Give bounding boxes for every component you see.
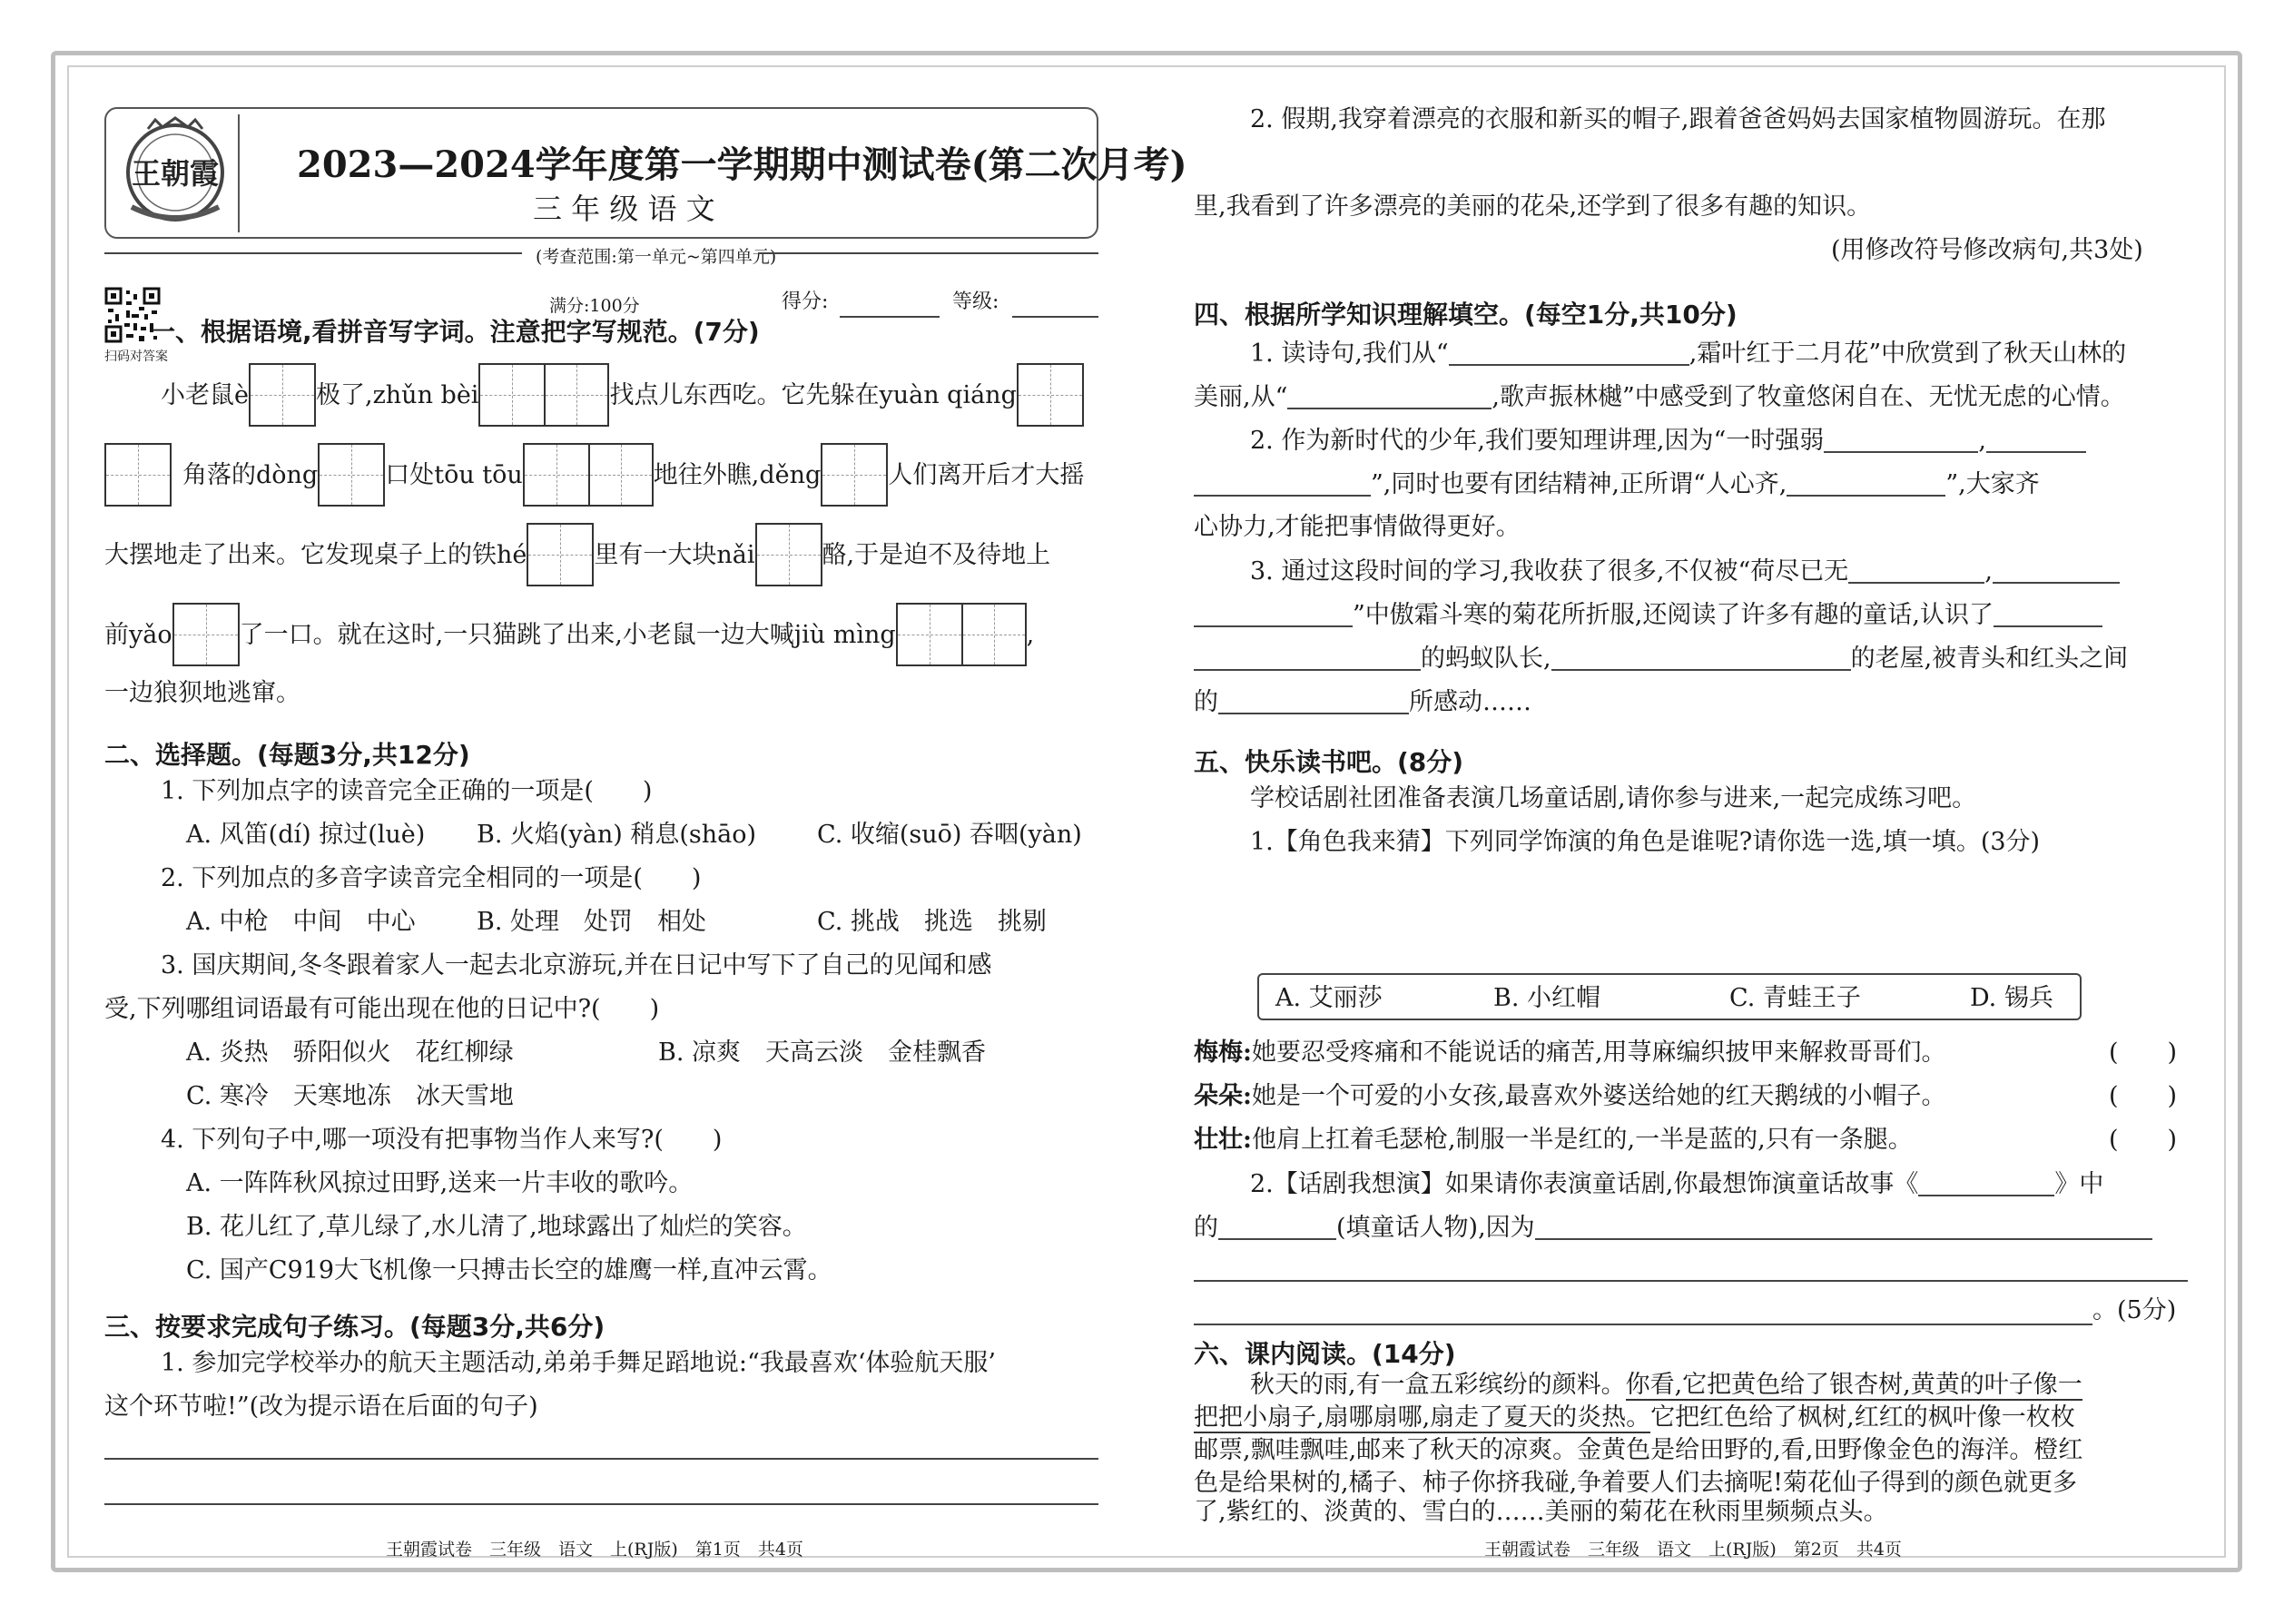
logo-text: 王朝霞	[131, 156, 220, 191]
s5-intro: 学校话剧社团准备表演几场童话剧,请你参与进来,一起完成练习吧。	[1250, 784, 1977, 812]
char-box-deng[interactable]	[821, 443, 888, 507]
s5-q2-row1	[1250, 1171, 2103, 1196]
exam-title: 2023—2024学年度第一学期期中测试卷(第二次月考)	[297, 143, 1187, 186]
s5-q2-row2	[1194, 1215, 2152, 1240]
s2-q2-option-b[interactable]: B. 处理 处罚 相处	[477, 908, 707, 936]
s1-text: 角落的dòng	[182, 460, 319, 489]
section-6-title: 六、课内阅读。(14分)	[1194, 1339, 1456, 1369]
s1-line-4	[104, 603, 1034, 666]
footer-page-1: 王朝霞试卷 三年级 语文 上(RJ版) 第1页 共4页	[386, 1540, 803, 1560]
s5-text: (填童话人物),因为	[1336, 1214, 1535, 1242]
s6-underlined-text: 你看,它把黄色给了银杏树,黄黄的叶子像一	[1625, 1371, 2082, 1399]
s3-q2-line2: 里,我看到了许多漂亮的美丽的花朵,还学到了很多有趣的知识。	[1194, 192, 1872, 221]
school-emblem-icon	[121, 116, 230, 231]
s1-text: 找点儿东西吃。它先躲在yuàn qiáng	[609, 380, 1017, 409]
student-name: 朵朵:	[1194, 1082, 1252, 1110]
full-score: 满分:100分	[549, 296, 640, 316]
page-2	[1194, 91, 2192, 1561]
s1-line-3	[104, 523, 1050, 586]
s5-text: 》中	[2054, 1170, 2104, 1198]
char-box-dong[interactable]	[318, 443, 385, 507]
s4-blank-11[interactable]	[1218, 689, 1409, 714]
s1-text: 里有一大块nǎi	[594, 540, 755, 569]
s4-q1-row2	[1194, 384, 2125, 409]
character-blank[interactable]	[1218, 1215, 1336, 1240]
s4-text: ,霜叶红于二月花”中欣赏到了秋天山林的	[1689, 340, 2127, 368]
s1-text: 前yǎo	[104, 620, 172, 649]
s6-para-line4: 色是给果树的,橘子、柿子你挤我碰,争着要人们去摘呢!菊花仙子得到的颜色就更多	[1194, 1469, 2078, 1497]
s4-text: ,	[1978, 427, 1986, 455]
student-name: 壮壮:	[1194, 1126, 1252, 1154]
char-box-he[interactable]	[527, 523, 594, 586]
s4-text: ,	[1984, 557, 1993, 586]
scope-rule-left	[104, 252, 522, 254]
exam-scope: (考查范围:第一单元~第四单元)	[536, 247, 777, 267]
s4-blank-3[interactable]	[1824, 428, 1978, 453]
s6-para-line5: 了,紫红的、淡黄的、雪白的……美丽的菊花在秋雨里频频点头。	[1194, 1498, 1888, 1526]
answer-paren-3[interactable]: ( )	[2109, 1126, 2178, 1154]
s2-q1-option-b[interactable]: B. 火焰(yàn) 稍息(shāo)	[477, 821, 757, 849]
s6-para-line3: 邮票,飘哇飘哇,邮来了秋天的凉爽。金黄色是给田野的,看,田野像金色的海洋。橙红	[1194, 1436, 2083, 1464]
exam-subtitle: 三 年 级 语 文	[533, 192, 715, 226]
s5-duoduo	[1194, 1084, 1946, 1108]
s2-q1-option-a[interactable]: A. 风笛(dí) 掠过(luè)	[186, 821, 426, 849]
reason-blank-1[interactable]	[1535, 1215, 2152, 1240]
s3-answer-line-2[interactable]	[104, 1503, 1098, 1505]
s4-text: ”,同时也要有团结精神,正所谓“人心齐,	[1371, 470, 1787, 498]
s4-text: ”中傲霜斗寒的菊花所折服,还阅读了许多有趣的童话,认识了	[1353, 601, 1994, 629]
s2-q4-option-c[interactable]: C. 国产C919大飞机像一只搏击长空的雄鹰一样,直冲云霄。	[186, 1256, 832, 1284]
char-box-zhunbei[interactable]	[478, 363, 609, 427]
s4-blank-1[interactable]	[1449, 340, 1689, 366]
s3-answer-line-1[interactable]	[104, 1458, 1098, 1460]
s4-text: 的老屋,被青头和红头之间	[1850, 645, 2129, 673]
s1-text: 大摆地走了出来。它发现桌子上的铁hé	[104, 540, 527, 569]
header-box	[104, 107, 1187, 239]
s4-q3-row4	[1194, 689, 1531, 714]
s2-q3-line2: 受,下列哪组词语最有可能出现在他的日记中?( )	[104, 995, 660, 1023]
s2-q1: 1. 下列加点字的读音完全正确的一项是( )	[161, 777, 653, 805]
s6-para-line2	[1194, 1405, 2075, 1430]
char-box-yuanqiang-2[interactable]	[104, 443, 172, 507]
section-2-title: 二、选择题。(每题3分,共12分)	[104, 740, 470, 770]
s2-q3-option-c[interactable]: C. 寒冷 天寒地冻 冰天雪地	[186, 1082, 514, 1110]
s1-line-1	[161, 363, 1084, 427]
scope-rule-right	[758, 252, 1098, 254]
s4-q1-row1	[1250, 340, 2126, 366]
s2-q3-option-a[interactable]: A. 炎热 骄阳似火 花红柳绿	[186, 1038, 514, 1067]
s2-q4: 4. 下列句子中,哪一项没有把事物当作人来写?( )	[161, 1126, 723, 1154]
s4-text: 的	[1194, 688, 1218, 716]
s4-q2-row2	[1194, 471, 2040, 497]
s1-text: 酪,于是迫不及待地上	[822, 540, 1051, 569]
s6-underlined-text: 把把小扇子,扇哪扇哪,扇走了夏天的炎热。	[1194, 1403, 1651, 1432]
reason-blank-2[interactable]	[1194, 1280, 2188, 1282]
s6-text: 它把红色给了枫树,红红的枫叶像一枚枚	[1650, 1403, 2075, 1432]
s4-text: ,歌声振林樾”中感受到了牧童悠闲自在、无忧无虑的心情。	[1492, 383, 2125, 411]
s2-q3-option-b[interactable]: B. 凉爽 天高云淡 金桂飘香	[658, 1038, 987, 1067]
s2-q2-option-a[interactable]: A. 中枪 中间 中心	[186, 908, 416, 936]
char-box-nai[interactable]	[755, 523, 822, 586]
s5-text: 2.【话剧我想演】如果请你表演童话剧,你最想饰演童话故事《	[1250, 1170, 1919, 1198]
s4-text: 3. 通过这段时间的学习,我收获了很多,不仅被“荷尽已无	[1250, 557, 1849, 586]
s2-q1-option-c[interactable]: C. 收缩(suō) 吞咽(yàn)	[817, 821, 1082, 849]
answer-paren-1[interactable]: ( )	[2109, 1038, 2178, 1067]
s3-q1-line1: 1. 参加完学校举办的航天主题活动,弟弟手舞足蹈地说:“我最喜欢‘体验航天服’	[161, 1349, 996, 1377]
s1-text: 人们离开后才大摇	[888, 460, 1085, 489]
qr-caption: 扫码对答案	[104, 349, 168, 364]
s4-text: 2. 作为新时代的少年,我们要知理讲理,因为“一时强弱	[1250, 427, 1825, 455]
s4-blank-6[interactable]	[1848, 558, 1984, 584]
s2-q2-option-c[interactable]: C. 挑战 挑选 挑剔	[817, 908, 1047, 936]
header-divider	[238, 114, 240, 232]
s4-blank-10[interactable]	[1551, 645, 1851, 671]
s1-text: 口处tōu tōu	[385, 460, 523, 489]
s3-q1-line2: 这个环节啦!”(改为提示语在后面的句子)	[104, 1393, 538, 1421]
s2-q4-option-b[interactable]: B. 花儿红了,草儿绿了,水儿清了,地球露出了灿烂的笑容。	[186, 1213, 807, 1241]
section-5-title: 五、快乐读书吧。(8分)	[1194, 747, 1464, 777]
s5-q2-score: 。(5分)	[2092, 1296, 2177, 1324]
s5-zhuangzhuang	[1194, 1127, 1913, 1152]
story-blank[interactable]	[1918, 1171, 2054, 1196]
s1-line-2	[104, 443, 1084, 507]
role-option-b[interactable]: B. 小红帽	[1493, 984, 1601, 1012]
footer-page-2: 王朝霞试卷 三年级 语文 上(RJ版) 第2页 共4页	[1484, 1540, 1902, 1560]
char-box-e[interactable]	[249, 363, 316, 427]
grade-blank[interactable]	[1012, 316, 1098, 318]
section-1-title: 一、根据语境,看拼音写字词。注意把字写规范。(7分)	[150, 317, 760, 347]
s4-blank-7[interactable]	[1194, 602, 1353, 627]
s4-text: 1. 读诗句,我们从“	[1250, 340, 1449, 368]
student-desc: 她是一个可爱的小女孩,最喜欢外婆送给她的红天鹅绒的小帽子。	[1251, 1082, 1946, 1110]
s4-blank-6b[interactable]	[1993, 558, 2120, 584]
s2-q3-line1: 3. 国庆期间,冬冬跟着家人一起去北京游玩,并在日记中写下了自己的见闻和感	[161, 951, 992, 979]
char-box-yao[interactable]	[172, 603, 240, 666]
s4-blank-5[interactable]	[1787, 471, 1945, 497]
s3-q2-note: (用修改符号修改病句,共3处)	[1831, 236, 2143, 264]
s5-text: 的	[1194, 1214, 1218, 1242]
s5-meimei	[1194, 1040, 1946, 1065]
section-3-title: 三、按要求完成句子练习。(每题3分,共6分)	[104, 1312, 605, 1342]
s4-q3-row2	[1194, 602, 2102, 627]
s1-text: ,	[1026, 620, 1035, 649]
section-4-title: 四、根据所学知识理解填空。(每空1分,共10分)	[1194, 300, 1738, 330]
s2-q2: 2. 下列加点的多音字读音完全相同的一项是( )	[161, 864, 702, 892]
reason-blank-3[interactable]	[1194, 1324, 2092, 1325]
char-box-jiuming[interactable]	[896, 603, 1027, 666]
s4-text: 美丽,从“	[1194, 383, 1288, 411]
s1-text: 极了,zhǔn bèi	[315, 380, 479, 409]
student-desc: 他肩上扛着毛瑟枪,制服一半是红的,一半是蓝的,只有一条腿。	[1251, 1126, 1913, 1154]
s1-text: 了一口。就在这时,一只猫跳了出来,小老鼠一边大喊jiù mìng	[239, 620, 896, 649]
role-option-a[interactable]: A. 艾丽莎	[1275, 984, 1383, 1012]
student-name: 梅梅:	[1194, 1038, 1252, 1067]
char-box-toutou[interactable]	[523, 443, 654, 507]
s5-q1: 1.【角色我来猜】下列同学饰演的角色是谁呢?请你选一选,填一填。(3分)	[1250, 828, 2041, 856]
score-blank[interactable]	[840, 316, 940, 318]
s1-text: 小老鼠è	[161, 380, 249, 409]
score-label: 得分:	[782, 290, 829, 313]
s4-q3-row3	[1194, 645, 2128, 671]
role-option-c[interactable]: C. 青蛙王子	[1729, 984, 1861, 1012]
char-box-yuanqiang-1[interactable]	[1017, 363, 1084, 427]
s4-blank-3b[interactable]	[1986, 428, 2086, 453]
s4-q3-row1	[1250, 558, 2120, 584]
page-1	[104, 91, 1187, 1561]
student-desc: 她要忍受疼痛和不能说话的痛苦,用荨麻编织披甲来解救哥哥们。	[1251, 1038, 1946, 1067]
s4-text: 所感动……	[1409, 688, 1531, 716]
s4-text: ”,大家齐	[1945, 470, 2040, 498]
s4-q2-row1	[1250, 428, 2086, 453]
answer-paren-2[interactable]: ( )	[2109, 1082, 2178, 1110]
s4-q2-row3: 心协力,才能把事情做得更好。	[1194, 513, 1521, 541]
s2-q4-option-a[interactable]: A. 一阵阵秋风掠过田野,送来一片丰收的歌吟。	[186, 1169, 694, 1197]
s6-text: 秋天的雨,有一盒五彩缤纷的颜料。	[1250, 1371, 1626, 1399]
s4-blank-9[interactable]	[1194, 645, 1421, 671]
s1-line-5: 一边狼狈地逃窜。	[104, 679, 300, 707]
s4-text: 的蚂蚁队长,	[1421, 645, 1551, 673]
s3-q2-line1: 2. 假期,我穿着漂亮的衣服和新买的帽子,跟着爸爸妈妈去国家植物圆游玩。在那	[1250, 105, 2106, 133]
role-option-d[interactable]: D. 锡兵	[1970, 984, 2053, 1012]
s1-text: 地往外瞧,děng	[653, 460, 822, 489]
grade-label: 等级:	[952, 290, 999, 313]
s4-blank-8[interactable]	[1994, 602, 2102, 627]
s4-blank-4[interactable]	[1194, 471, 1371, 497]
s4-blank-2[interactable]	[1287, 384, 1492, 409]
s6-para-line1	[1250, 1373, 2082, 1397]
